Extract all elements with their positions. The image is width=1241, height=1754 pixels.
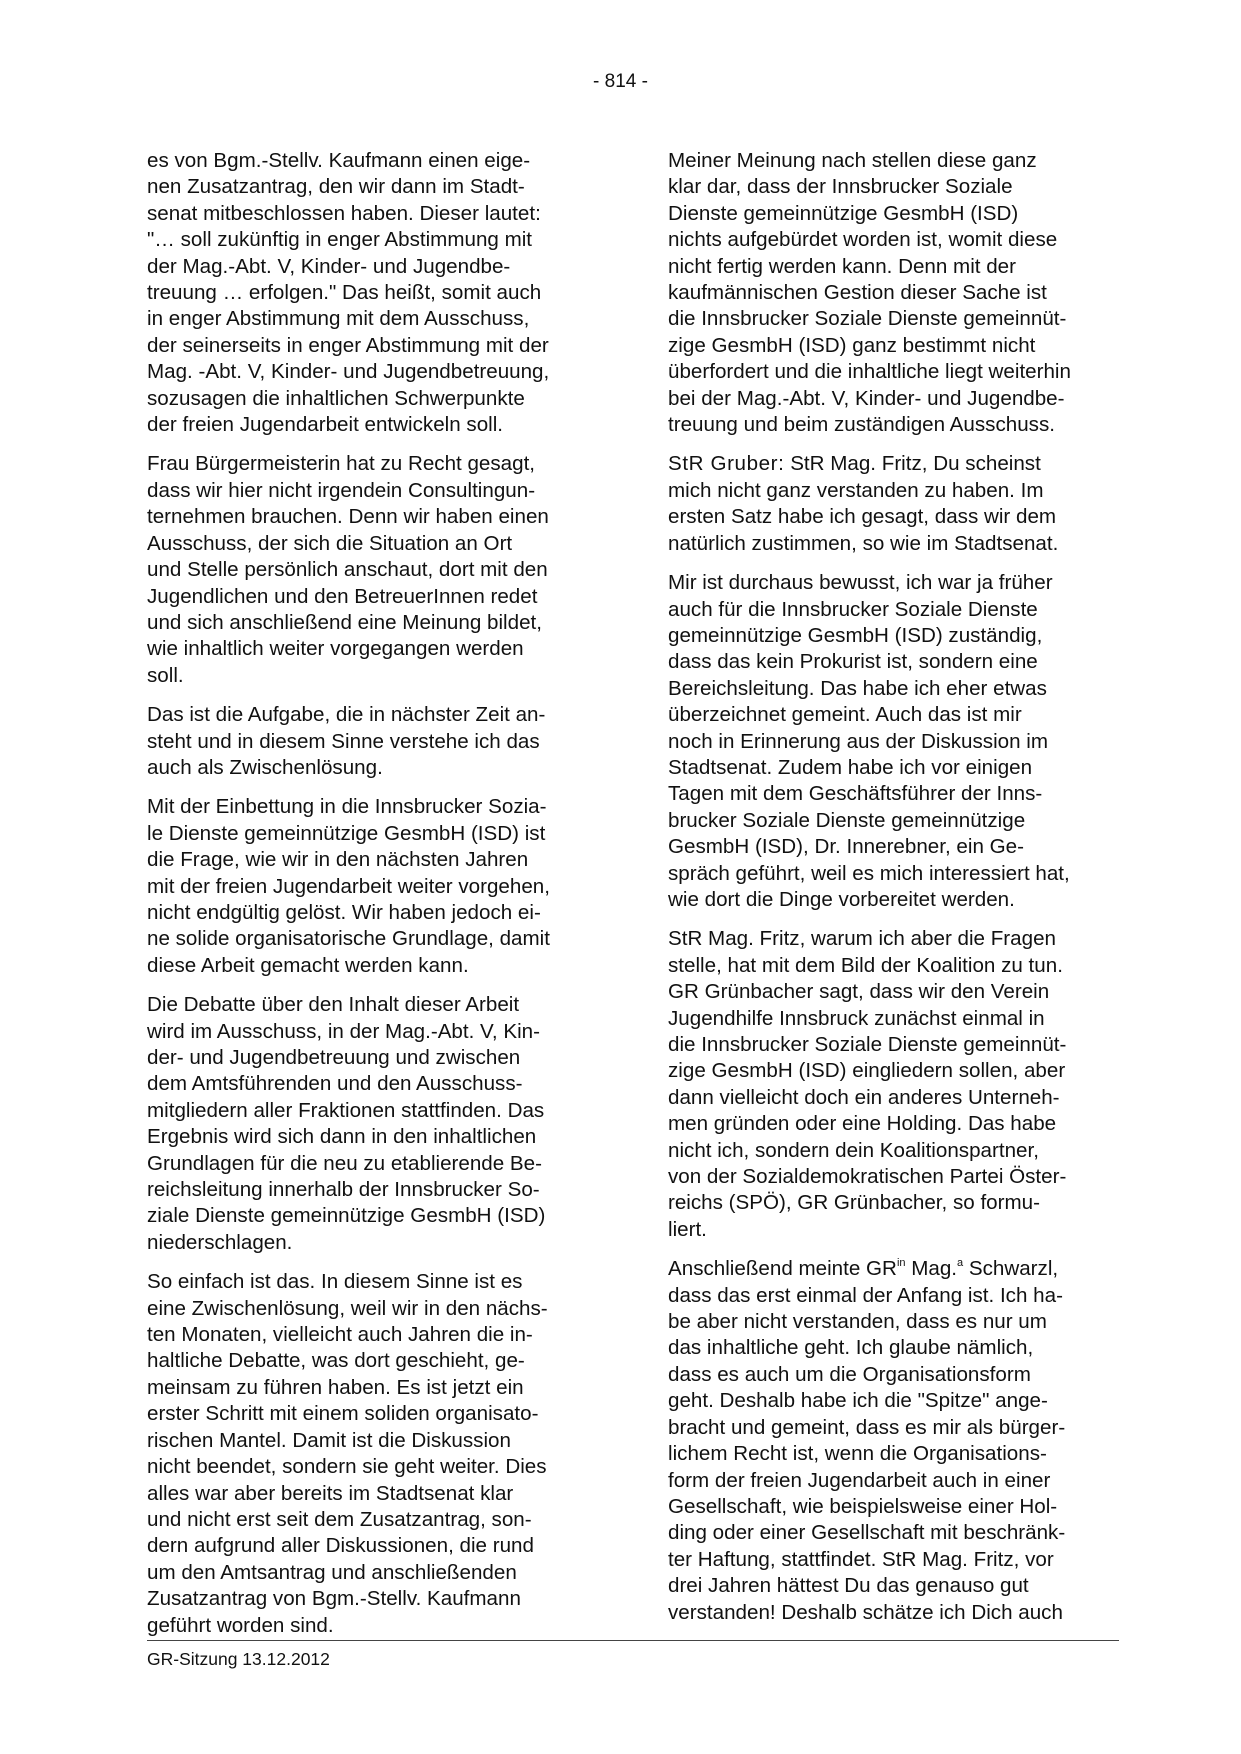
text-line: le Dienste gemeinnützige GesmbH (ISD) ist xyxy=(147,821,546,845)
text-fragment: Mag. xyxy=(905,1257,958,1281)
text-line: überzeichnet gemeint. Auch das ist mir xyxy=(668,703,1022,727)
text-line: verstanden! Deshalb schätze ich Dich auch xyxy=(668,1600,1063,1624)
superscript: in xyxy=(896,1257,906,1270)
text-line: diese Arbeit gemacht werden kann. xyxy=(147,953,469,977)
text-line: dass es auch um die Organisationsform xyxy=(668,1362,1031,1386)
text-line: Bereichsleitung. Das habe ich eher etwas xyxy=(668,676,1047,700)
text-line: Ausschuss, der sich die Situation an Ort xyxy=(147,531,513,555)
superscript: a xyxy=(957,1257,964,1270)
text-line: be aber nicht verstanden, dass es nur um xyxy=(668,1310,1047,1334)
text-line: dern aufgrund aller Diskussionen, die rund xyxy=(147,1534,534,1558)
text-line: geführt worden sind. xyxy=(147,1613,334,1637)
text-line: nicht endgültig gelöst. Wir haben jedoch ei- xyxy=(147,900,541,924)
text-line: kaufmännischen Gestion dieser Sache ist xyxy=(668,281,1047,305)
text-line: es von Bgm.-Stellv. Kaufmann einen eige- xyxy=(147,149,531,172)
text-line: ten Monaten, vielleicht auch Jahren die in- xyxy=(147,1323,533,1347)
text-line: Gesellschaft, wie beispielsweise einer Hol- xyxy=(668,1494,1058,1518)
text-line: Jugendlichen und den BetreuerInnen redet xyxy=(147,584,538,608)
text-line: bei der Mag.-Abt. V, Kinder- und Jugendbe- xyxy=(668,386,1065,410)
text-line: wie dort die Dinge vorbereitet werden. xyxy=(668,887,1015,911)
text-line: steht und in diesem Sinne verstehe ich das xyxy=(147,729,540,753)
text-line: zige GesmbH (ISD) eingliedern sollen, aber xyxy=(668,1059,1066,1083)
text-line: und nicht erst seit dem Zusatzantrag, son- xyxy=(147,1507,532,1531)
text-line: der freien Jugendarbeit entwickeln soll. xyxy=(147,413,504,437)
text-line: noch in Erinnerung aus der Diskussion im xyxy=(668,729,1049,753)
text-line: niederschlagen. xyxy=(147,1230,293,1254)
text-line: dann vielleicht doch ein anderes Unterneh- xyxy=(668,1085,1060,1109)
paragraph xyxy=(668,570,1118,913)
text-line: Das ist die Aufgabe, die in nächster Zeit an- xyxy=(147,703,546,727)
paragraph xyxy=(668,148,1118,438)
text-line: auch für die Innsbrucker Soziale Dienste xyxy=(668,597,1038,621)
text-line: gemeinnützige GesmbH (ISD) zuständig, xyxy=(668,623,1043,647)
text-line: zige GesmbH (ISD) ganz bestimmt nicht xyxy=(668,333,1036,357)
text-line: meinsam zu führen haben. Es ist jetzt ein xyxy=(147,1375,524,1399)
paragraph xyxy=(147,794,597,979)
page-number: - 814 - xyxy=(593,71,648,92)
text-line: das inhaltliche geht. Ich glaube nämlich, xyxy=(668,1336,1034,1360)
text-line: spräch geführt, weil es mich interessiert hat, xyxy=(668,861,1070,885)
text-line: soll. xyxy=(147,663,184,687)
text-line: Dienste gemeinnützige GesmbH (ISD) xyxy=(668,201,1019,225)
text-line: Die Debatte über den Inhalt dieser Arbeit xyxy=(147,993,520,1017)
text-line xyxy=(668,451,1118,477)
text-line: der- und Jugendbetreuung und zwischen xyxy=(147,1046,521,1069)
text-line: auch als Zwischenlösung. xyxy=(147,755,383,779)
text-line: geht. Deshalb habe ich die "Spitze" ange- xyxy=(668,1389,1048,1413)
text-line: Mag. -Abt. V, Kinder- und Jugendbetreuung, xyxy=(147,360,550,384)
text-line: liert. xyxy=(668,1217,707,1241)
text-line: klar dar, dass der Innsbrucker Soziale xyxy=(668,175,1013,199)
text-line: Frau Bürgermeisterin hat zu Recht gesagt, xyxy=(147,452,536,476)
text-line: reichsleitung innerhalb der Innsbrucker So- xyxy=(147,1178,540,1202)
text-line: treuung … erfolgen." Das heißt, somit auch xyxy=(147,281,542,305)
paragraph xyxy=(147,451,597,689)
text-line: und sich anschließend eine Meinung bildet, xyxy=(147,610,542,634)
text-line: der seinerseits in enger Abstimmung mit der xyxy=(147,333,549,357)
text-line: Ergebnis wird sich dann in den inhaltlichen xyxy=(147,1125,537,1149)
text-line: nichts aufgebürdet worden ist, womit diese xyxy=(668,228,1058,252)
text-line: men gründen oder eine Holding. Das habe xyxy=(668,1112,1057,1136)
text-line: treuung und beim zuständigen Ausschuss. xyxy=(668,413,1055,437)
paragraph xyxy=(147,992,597,1256)
text-line: die Innsbrucker Soziale Dienste gemeinnüt- xyxy=(668,1033,1067,1056)
text-line: ter Haftung, stattfindet. StR Mag. Fritz, vor xyxy=(668,1547,1054,1571)
footer-session-date: GR-Sitzung 13.12.2012 xyxy=(147,1649,330,1669)
text-line: "… soll zukünftig in enger Abstimmung mit xyxy=(147,228,533,252)
text-line: natürlich zustimmen, so wie im Stadtsenat. xyxy=(668,531,1059,555)
text-line: Tagen mit dem Geschäftsführer der Inns- xyxy=(668,782,1043,806)
text-line: von der Sozialdemokratischen Partei Öster- xyxy=(668,1165,1067,1189)
paragraph xyxy=(668,451,1118,557)
paragraph xyxy=(668,926,1118,1243)
text-line: bracht und gemeint, dass es mir als bürger- xyxy=(668,1415,1066,1439)
text-line: GesmbH (ISD), Dr. Innerebner, ein Ge- xyxy=(668,835,1024,859)
text-fragment: Anschließend meinte GR xyxy=(668,1257,897,1281)
text-line: in enger Abstimmung mit dem Ausschuss, xyxy=(147,307,530,331)
text-line: dem Amtsführenden und den Ausschuss- xyxy=(147,1072,523,1096)
text-line: erster Schritt mit einem soliden organisato- xyxy=(147,1402,539,1426)
text-line: eine Zwischenlösung, weil wir in den nächs- xyxy=(147,1296,548,1320)
text-line: dass wir hier nicht irgendein Consultingun- xyxy=(147,478,536,502)
text-line: Zusatzantrag von Bgm.-Stellv. Kaufmann xyxy=(147,1587,521,1611)
text-line: alles war aber bereits im Stadtsenat klar xyxy=(147,1481,514,1505)
text-line: die Frage, wie wir in den nächsten Jahren xyxy=(147,848,529,872)
text-line: ziale Dienste gemeinnützige GesmbH (ISD) xyxy=(147,1204,546,1228)
text-fragment: Schwarzl, xyxy=(963,1257,1059,1281)
paragraph xyxy=(147,1269,597,1639)
text-line: Grundlagen für die neu zu etablierende Be- xyxy=(147,1151,542,1175)
right-column xyxy=(668,148,1118,1639)
text-line: dass das erst einmal der Anfang ist. Ich ha- xyxy=(668,1283,1063,1307)
text-line: mit der freien Jugendarbeit weiter vorgehen, xyxy=(147,874,550,898)
text-line: die Innsbrucker Soziale Dienste gemeinnüt- xyxy=(668,307,1067,331)
text-line: wie inhaltlich weiter vorgegangen werden xyxy=(147,637,524,661)
text-line: Mit der Einbettung in die Innsbrucker Sozia- xyxy=(147,795,547,819)
text-line: Stadtsenat. Zudem habe ich vor einigen xyxy=(668,755,1033,779)
text-line: mitgliedern aller Fraktionen stattfinden. Das xyxy=(147,1098,545,1122)
text-line: brucker Soziale Dienste gemeinnützige xyxy=(668,808,1026,832)
paragraph xyxy=(668,1256,1118,1626)
text-line: lichem Recht ist, wenn die Organisations- xyxy=(668,1442,1047,1466)
text-line: So einfach ist das. In diesem Sinne ist es xyxy=(147,1270,523,1294)
text-line: mich nicht ganz verstanden zu haben. Im xyxy=(668,478,1044,502)
text-line: StR Mag. Fritz, warum ich aber die Fragen xyxy=(668,927,1056,951)
text-line: dass das kein Prokurist ist, sondern eine xyxy=(668,650,1038,674)
paragraph xyxy=(147,702,597,781)
text-line: um den Amtsantrag und anschließenden xyxy=(147,1560,517,1584)
text-line: GR Grünbacher sagt, dass wir den Verein xyxy=(668,980,1050,1004)
footer-divider xyxy=(147,1640,1119,1641)
text-line: ding oder einer Gesellschaft mit beschränk- xyxy=(668,1521,1066,1545)
text-line: drei Jahren hättest Du das genauso gut xyxy=(668,1574,1029,1598)
text-fragment: StR Mag. Fritz, Du scheinst xyxy=(784,452,1041,476)
text-line: sozusagen die inhaltlichen Schwerpunkte xyxy=(147,386,525,410)
text-line: ne solide organisatorische Grundlage, damit xyxy=(147,927,550,951)
text-line: der Mag.-Abt. V, Kinder- und Jugendbe- xyxy=(147,254,511,278)
text-line: ersten Satz habe ich gesagt, dass wir dem xyxy=(668,505,1057,529)
text-line: Jugendhilfe Innsbruck zunächst einmal in xyxy=(668,1006,1045,1030)
text-line: Mir ist durchaus bewusst, ich war ja früher xyxy=(668,571,1053,595)
text-line: wird im Ausschuss, in der Mag.-Abt. V, Kin- xyxy=(147,1019,540,1043)
text-line: reichs (SPÖ), GR Grünbacher, so formu- xyxy=(668,1191,1040,1215)
text-line: stelle, hat mit dem Bild der Koalition zu tun. xyxy=(668,953,1063,977)
text-line: nicht beendet, sondern sie geht weiter. Dies xyxy=(147,1455,547,1479)
text-line: nen Zusatzantrag, den wir dann im Stadt- xyxy=(147,175,525,199)
text-line: senat mitbeschlossen haben. Dieser lautet: xyxy=(147,201,541,225)
text-line: nicht ich, sondern dein Koalitionspartner, xyxy=(668,1138,1039,1162)
text-line: nicht fertig werden kann. Denn mit der xyxy=(668,254,1016,278)
text-line xyxy=(668,1256,1118,1282)
text-line: form der freien Jugendarbeit auch in einer xyxy=(668,1468,1051,1492)
text-line: und Stelle persönlich anschaut, dort mit den xyxy=(147,558,548,582)
text-line: haltliche Debatte, was dort geschieht, ge- xyxy=(147,1349,525,1373)
left-column xyxy=(147,148,597,1652)
paragraph xyxy=(147,148,597,438)
text-line: rischen Mantel. Damit ist die Diskussion xyxy=(147,1428,511,1452)
speaker-name: StR Gruber: xyxy=(668,452,785,476)
text-line: Meiner Meinung nach stellen diese ganz xyxy=(668,149,1037,172)
text-line: ternehmen brauchen. Denn wir haben einen xyxy=(147,505,549,529)
text-line: überfordert und die inhaltliche liegt weiterhin xyxy=(668,360,1071,384)
